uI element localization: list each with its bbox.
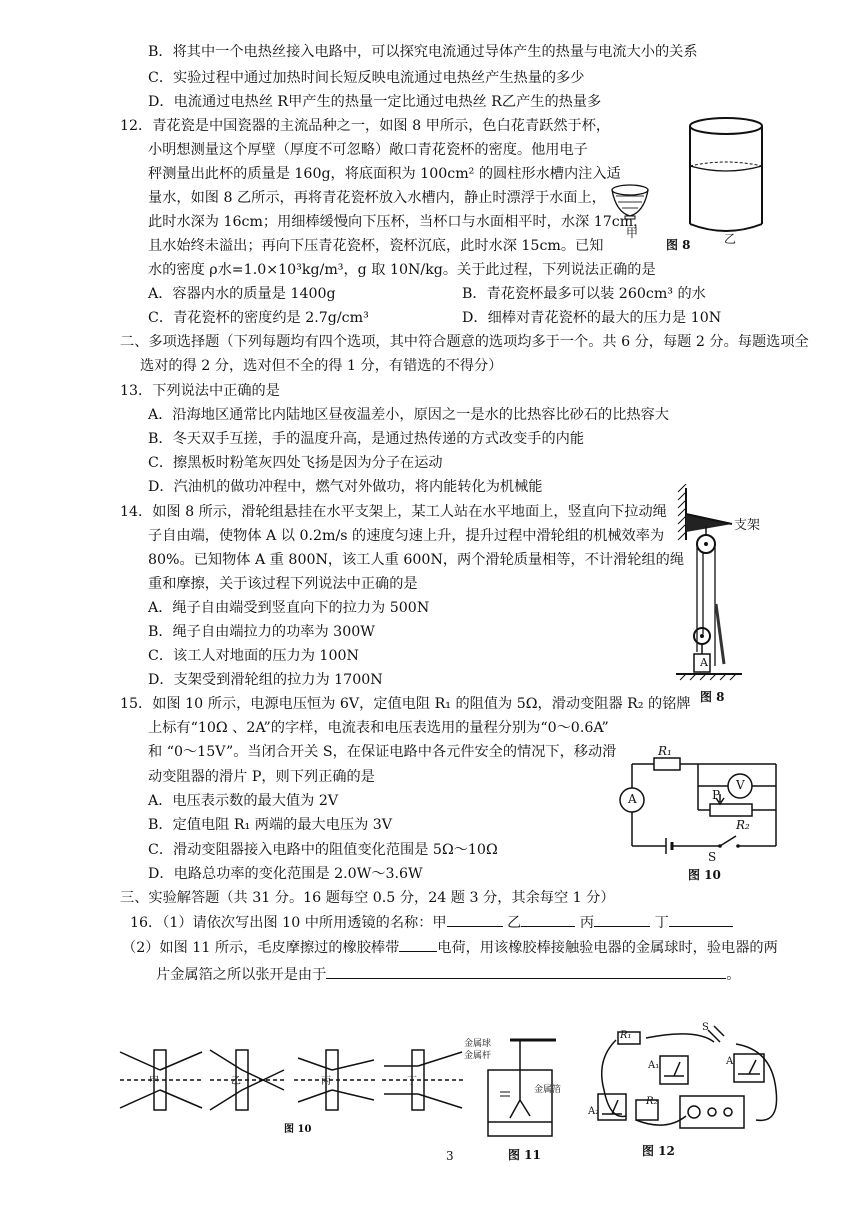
lens-label-bing: 丙 (321, 1076, 331, 1087)
q16-part-2-line-1 (122, 937, 778, 958)
figure-12-caption: 图 12 (642, 1144, 675, 1158)
q16-blank-yi[interactable] (521, 912, 575, 927)
figure-10-label-r2: R₂ (736, 818, 750, 832)
section-2-heading-line-1: 二、多项选择题（下列每题均有四个选项，其中符合题意的选项均多于一个。共 6 分，每题 2 分。每题选项全 (120, 334, 809, 350)
q15-stem-line-1: 15．如图 10 所示，电源电压恒为 6V，定值电阻 R₁ 的阻值为 5Ω，滑动变阻器 R₂ 的铭牌 (120, 696, 691, 712)
q12-option-c: C．青花瓷杯的密度约是 2.7g/cm³ (148, 310, 369, 326)
q13-option-d: D．汽油机的做功冲程中，燃气对外做功，将内能转化为机械能 (148, 479, 543, 495)
lens-label-ding: 丁 (407, 1076, 417, 1087)
figure-10-label-p: P (712, 788, 721, 802)
q14-stem-line-3: 80%。已知物体 A 重 800N，该工人重 600N，两个滑轮质量相等，不计滑轮组的绳 (148, 552, 685, 568)
circuit-label-a2: A₂ (588, 1106, 600, 1117)
q12-option-d: D．细棒对青花瓷杯的最大的压力是 10N (462, 310, 722, 326)
q14-stem-line-1: 14．如图 8 所示，滑轮组悬挂在水平支架上，某工人站在水平地面上，竖直向下拉动绳 (120, 504, 667, 520)
figure-10-label-s: S (708, 850, 717, 864)
q16-blank-reason[interactable] (326, 964, 726, 979)
q15-stem-line-2: 上标有“10Ω 、2A”的字样，电流表和电压表选用的量程分别为“0～0.6A” (148, 720, 609, 736)
q12-stem-line-2: 小明想测量这个厚壁（厚度不可忽略）敞口青花瓷杯的密度。他用电子 (148, 142, 588, 158)
q14-option-a: A．绳子自由端受到竖直向下的拉力为 500N (148, 600, 430, 616)
lens-label-yi: 乙 (231, 1076, 241, 1087)
q14-option-b: B．绳子自由端拉力的功率为 300W (148, 624, 375, 640)
circuit-label-s: S (702, 1022, 709, 1033)
figure-8-label-jia: 甲 (626, 226, 639, 240)
q14-option-c: C．该工人对地面的压力为 100N (148, 648, 359, 664)
figure-11-caption: 图 11 (508, 1148, 541, 1162)
q11-option-d: D．电流通过电热丝 R甲产生的热量一定比通过电热丝 R乙产生的热量多 (148, 94, 602, 110)
figure-10-caption: 图 10 (688, 868, 721, 882)
q16-part-2-prefix: （2）如图 11 所示，毛皮摩擦过的橡胶棒带 (122, 940, 400, 956)
q12-option-b: B．青花瓷杯最多可以装 260cm³ 的水 (462, 286, 706, 302)
q13-stem: 13．下列说法中正确的是 (120, 383, 280, 399)
q15-option-a: A．电压表示数的最大值为 2V (148, 793, 339, 809)
figure-8-label-yi: 乙 (724, 232, 737, 246)
q12-option-a: A．容器内水的质量是 1400g (148, 286, 336, 302)
figure-8-caption: 图 8 (666, 238, 691, 252)
figure-10-lenses-caption: 图 10 (284, 1124, 312, 1135)
q16-part-1-yi: 乙 (507, 915, 522, 931)
q16-part-2-line-2-text: 片金属箔之所以张开是由于 (156, 967, 327, 983)
q13-option-a: A．沿海地区通常比内陆地区昼夜温差小，原因之一是水的比热容比砂石的比热容大 (148, 407, 669, 423)
q16-part-2-mid: 电荷，用该橡胶棒接触验电器的金属球时，验电器的两 (437, 940, 778, 956)
figure-8-pulley-label-support: 支架 (734, 518, 761, 533)
q14-stem-line-2: 子自由端，使物体 A 以 0.2m/s 的速度匀速上升，提升过程中滑轮组的机械效率为 (148, 528, 665, 544)
figure-8-pulley-caption: 图 8 (700, 690, 725, 704)
q16-blank-ding[interactable] (669, 912, 733, 927)
q11-option-b: B．将其中一个电热丝接入电路中，可以探究电流通过导体产生的热量与电流大小的关系 (148, 44, 698, 60)
q12-stem-line-7: 水的密度 ρ水=1.0×10³kg/m³，g 取 10N/kg。关于此过程，下列说法正确的是 (148, 262, 656, 278)
section-3-heading: 三、实验解答题（共 31 分。16 题每空 0.5 分，24 题 3 分，其余每空 1 分） (120, 890, 615, 906)
page-number: 3 (446, 1149, 454, 1163)
q16-part-2-end: 。 (726, 967, 741, 983)
q16-part-1-ding: 丁 (654, 915, 669, 931)
q14-option-d: D．支架受到滑轮组的拉力为 1700N (148, 672, 383, 688)
q16-part-1-prefix: 16．（1）请依次写出图 10 中所用透镜的名称：甲 (130, 915, 447, 931)
figure-12-circuit (586, 1020, 786, 1140)
electroscope-label-foil: 金属箔 (534, 1085, 562, 1095)
q13-option-b: B．冬天双手互搓，手的温度升高，是通过热传递的方式改变手的内能 (148, 431, 585, 447)
q12-stem-line-6: 且水始终未溢出；再向下压青花瓷杯，瓷杯沉底，此时水深 15cm。已知 (148, 238, 604, 254)
figure-10-circuit (616, 750, 788, 860)
section-2-heading-line-2: 选对的得 2 分，选对但不全的得 1 分，有错选的不得分） (140, 358, 503, 374)
q12-stem-line-1: 12．青花瓷是中国瓷器的主流品种之一，如图 8 甲所示，色白花青跃然于杯， (120, 118, 611, 134)
figure-8-pulley-drawing (672, 484, 782, 684)
q16-part-1 (130, 912, 733, 933)
q12-stem-line-5: 此时水深为 16cm；用细棒缓慢向下压杯，当杯口与水面相平时，水深 17cm， (148, 214, 648, 230)
electroscope-label-ball: 金属球 (464, 1039, 492, 1049)
q15-option-c: C．滑动变阻器接入电路中的阻值变化范围是 5Ω～10Ω (148, 842, 498, 858)
circuit-label-a1: A₁ (648, 1060, 660, 1071)
circuit-label-a: A (726, 1056, 734, 1067)
q16-part-1-bing: 丙 (579, 915, 595, 931)
q12-stem-line-4: 量水，如图 8 乙所示，再将青花瓷杯放入水槽内，静止时漂浮于水面上， (148, 190, 606, 206)
q13-option-c: C．擦黑板时粉笔灰四处飞扬是因为分子在运动 (148, 455, 443, 471)
circuit-label-r1: R₁ (620, 1030, 632, 1041)
figure-8-pulley-label-a: A (700, 656, 708, 669)
electroscope-label-rod: 金属杆 (464, 1051, 492, 1061)
circuit-label-r2: R₂ (646, 1096, 658, 1107)
q16-part-2-line-2 (156, 964, 740, 985)
lens-label-jia: 甲 (149, 1076, 159, 1087)
figure-12-circuit-drawing (586, 1020, 786, 1140)
q16-blank-charge[interactable] (399, 937, 437, 952)
figure-10-label-r1: R₁ (658, 744, 672, 758)
q16-blank-bing[interactable] (594, 912, 650, 927)
q11-option-c: C．实验过程中通过加热时间长短反映电流通过电热丝产生热量的多少 (148, 70, 585, 86)
q15-option-b: B．定值电阻 R₁ 两端的最大电压为 3V (148, 817, 393, 833)
figure-8-pulley (672, 484, 782, 684)
figure-10-circuit-drawing (616, 750, 788, 860)
figure-10-label-a: A (628, 792, 637, 806)
q12-stem-line-3: 秤测量出此杯的质量是 160g，将底面积为 100cm² 的圆柱形水槽内注入适 (148, 166, 621, 182)
figure-10-label-v: V (736, 778, 745, 792)
q14-stem-line-4: 重和摩擦，关于该过程下列说法中正确的是 (148, 576, 418, 592)
q16-blank-jia[interactable] (447, 912, 503, 927)
q15-option-d: D．电路总功率的变化范围是 2.0W～3.6W (148, 866, 423, 882)
q15-stem-line-4: 动变阻器的滑片 P，则下列正确的是 (148, 769, 375, 785)
q15-stem-line-3: 和 “0～15V”。当闭合开关 S，在保证电路中各元件安全的情况下，移动滑 (148, 744, 617, 760)
